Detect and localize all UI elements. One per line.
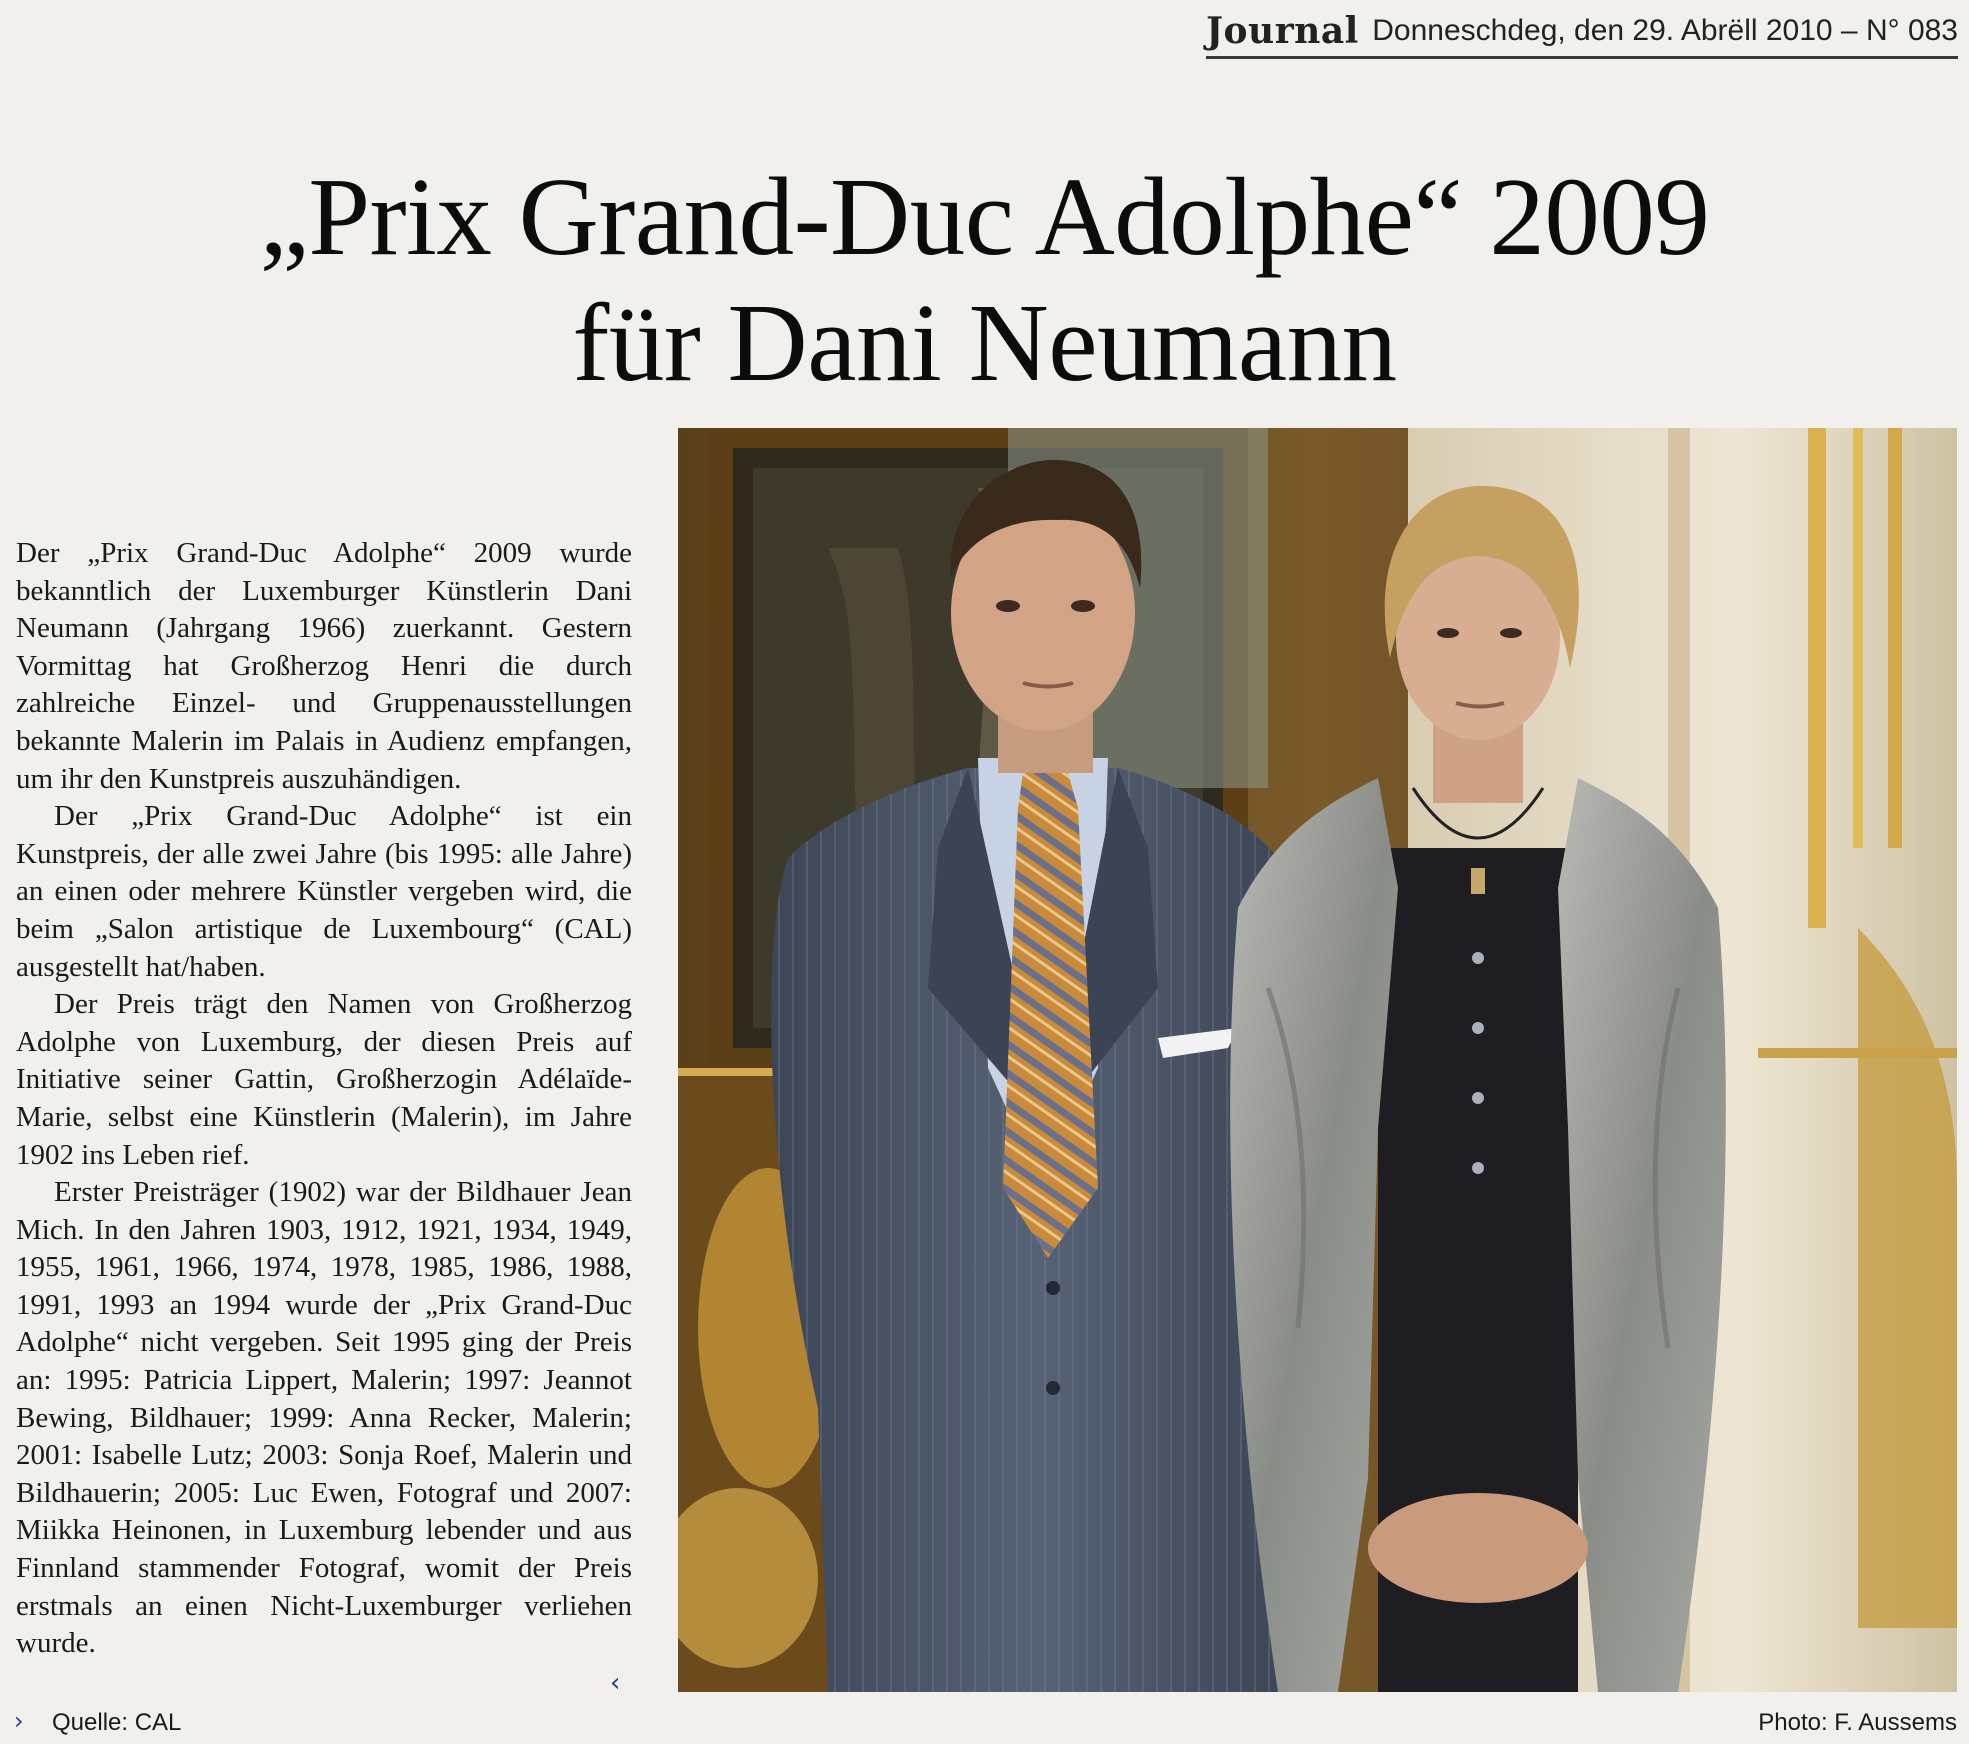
source-arrow-icon: › bbox=[14, 1707, 24, 1735]
article-paragraph: Der Preis trägt den Namen von Großherzog Adolphe von Luxemburg, der diesen Preis auf Initiative seiner Gattin, Großherzogin Adélaïde-Marie, selbst eine Künstlerin (Malerin), im Jahre 1902 ins Leben rief. bbox=[16, 988, 632, 1171]
publication-name: Journal bbox=[1206, 10, 1359, 52]
article-paragraph: Der „Prix Grand-Duc Adolphe“ ist ein Kunstpreis, der alle zwei Jahre (bis 1995: alle Jahre) an einen oder mehrere Künstler vergeben wird, die beim „Salon artistique de Luxembourg“ (CAL) ausgestellt hat/haben. bbox=[16, 800, 632, 983]
article-paragraph: Der „Prix Grand-Duc Adolphe“ 2009 wurde bekanntlich der Luxemburger Künstlerin Dani Neumann (Jahrgang 1966) zuerkannt. Gestern Vormittag hat Großherzog Henri die durch zahlreiche Einzel- und Gruppenausstellungen bekannte Malerin im Palais in Audienz empfangen, um ihr den Kunstpreis auszuhändigen. bbox=[16, 537, 632, 795]
headline-line-1: „Prix Grand-Duc Adolphe“ 2009 bbox=[259, 156, 1710, 279]
article-photo bbox=[678, 428, 1957, 1692]
end-of-article-mark: ‹ bbox=[610, 1668, 621, 1698]
article-body bbox=[16, 535, 632, 1663]
photo-credit: Photo: F. Aussems bbox=[1758, 1709, 1957, 1736]
article-paragraph: Erster Preisträger (1902) war der Bildhauer Jean Mich. In den Jahren 1903, 1912, 1921, 1934, 1949, 1955, 1961, 1966, 1974, 1978, 1985, 1986, 1988, 1991, 1993 an 1994 wurde der „Prix Grand-Duc Adolphe“ nicht vergeben. Seit 1995 ging der Preis an: 1995: Patricia Lippert, Malerin; 1997: Jeannot Bewing, Bildhauer; 1999: Anna Recker, Malerin; 2001: Isabelle Lutz; 2003: Sonja Roef, Malerin und Bildhauerin; 2005: Luc Ewen, Fotograf und 2007: Miikka Heinonen, in Luxemburg lebender und aus Finnland stammender Fotograf, womit der Preis erstmals an einen Nicht-Luxemburger verliehen wurde. bbox=[16, 1176, 632, 1660]
photo-illustration bbox=[678, 428, 1957, 1692]
dateline: Donneschdeg, den 29. Abrëll 2010 – N° 083 bbox=[1372, 14, 1958, 47]
headline-line-2: für Dani Neumann bbox=[572, 282, 1397, 405]
source-line: Quelle: CAL bbox=[52, 1709, 182, 1736]
article-headline bbox=[0, 155, 1969, 407]
page-header bbox=[1206, 6, 1958, 59]
